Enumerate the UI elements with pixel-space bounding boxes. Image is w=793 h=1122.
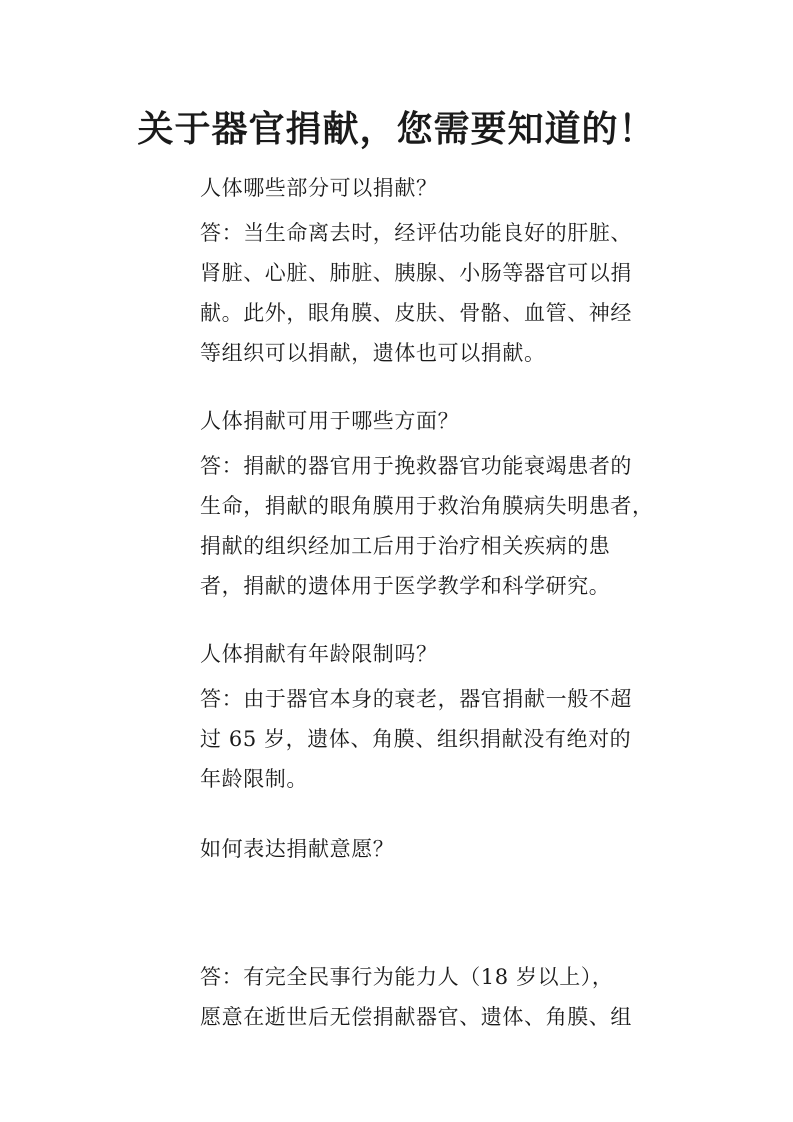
answer-line: 捐献的组织经加工后用于治疗相关疾病的患 — [200, 534, 611, 558]
answer-line: 献。此外，眼角膜、皮肤、骨骼、血管、神经 — [200, 301, 632, 325]
blank-space — [200, 869, 620, 952]
answer-line: 肾脏、心脏、肺脏、胰腺、小肠等器官可以捐 — [200, 261, 632, 285]
answer-line: 答：当生命离去时，经评估功能良好的肝脏、 — [200, 221, 632, 245]
faq-question: 人体捐献可用于哪些方面？ — [200, 409, 460, 433]
answer-line: 年龄限制。 — [200, 767, 308, 791]
faq-question: 人体哪些部分可以捐献？ — [200, 176, 438, 200]
answer-line: 答：由于器官本身的衰老，器官捐献一般不超 — [200, 687, 632, 711]
faq-section-parts — [200, 168, 632, 373]
faq-section-age — [200, 634, 632, 799]
faq-question: 如何表达捐献意愿？ — [200, 837, 395, 861]
faq-answer — [200, 957, 632, 1037]
answer-line: 等组织可以捐献，遗体也可以捐献。 — [200, 341, 546, 365]
faq-answer — [200, 446, 654, 606]
answer-line: 过 65 岁，遗体、角膜、组织捐献没有绝对的 — [200, 727, 632, 751]
faq-answer — [200, 213, 632, 373]
faq-question: 人体捐献有年龄限制吗？ — [200, 642, 438, 666]
answer-line: 愿意在逝世后无偿捐献器官、遗体、角膜、组 — [200, 1005, 632, 1029]
faq-section-intent — [200, 829, 632, 1037]
faq-content — [200, 168, 654, 1067]
faq-section-uses — [200, 401, 654, 606]
page-title: 关于器官捐献，您需要知道的！ — [137, 108, 656, 150]
answer-line: 者，捐献的遗体用于医学教学和科学研究。 — [200, 574, 611, 598]
faq-answer — [200, 679, 632, 799]
answer-line: 答：捐献的器官用于挽救器官功能衰竭患者的 — [200, 454, 632, 478]
answer-line: 生命，捐献的眼角膜用于救治角膜病失明患者， — [200, 494, 654, 518]
answer-line: 答：有完全民事行为能力人（18 岁以上）， — [200, 965, 614, 989]
